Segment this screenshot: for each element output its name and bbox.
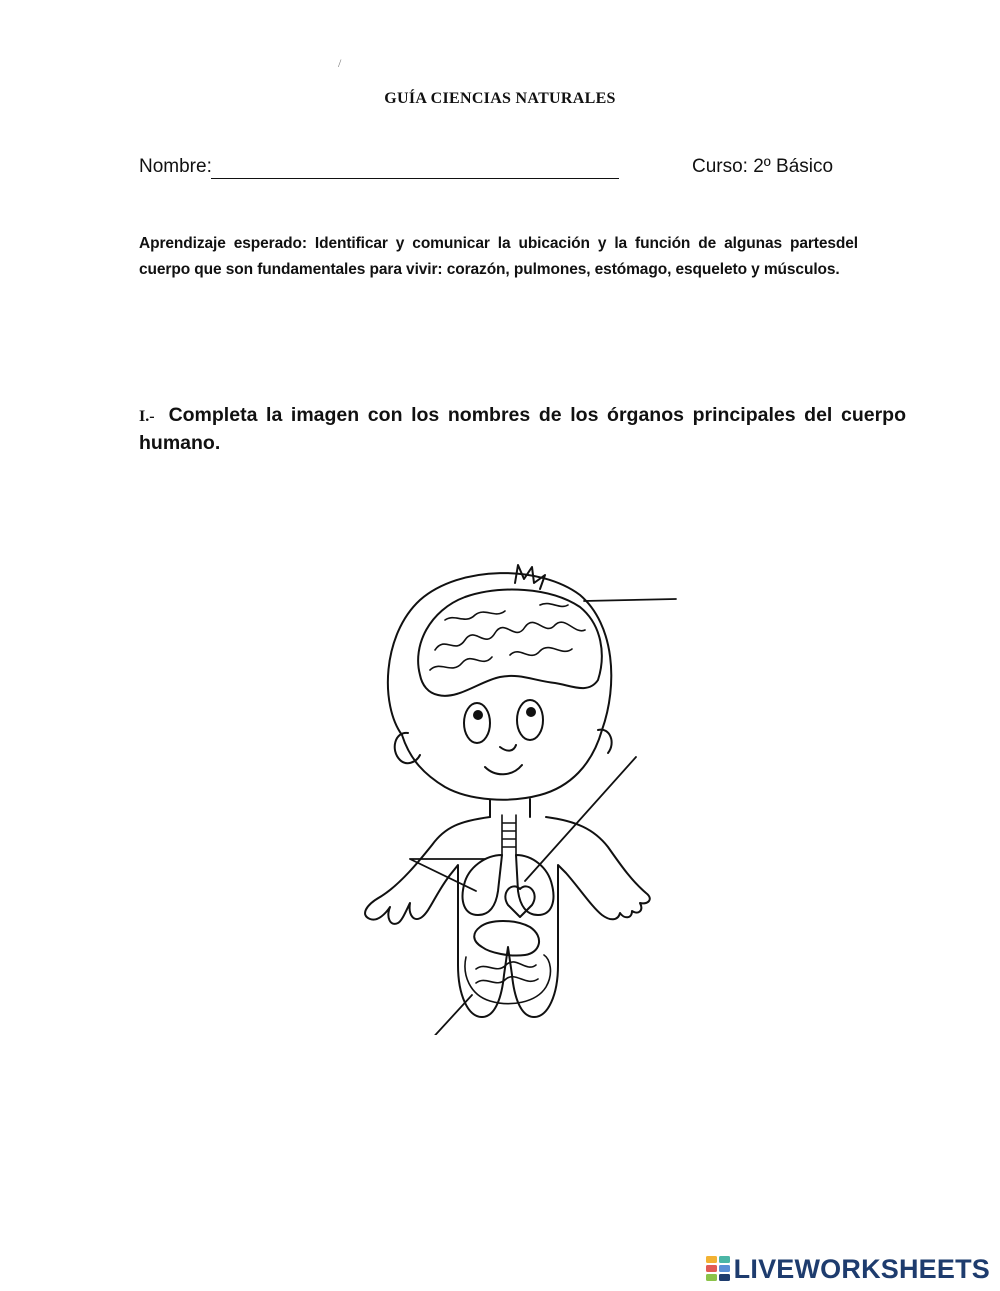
brain-folds: [430, 604, 585, 670]
brain-outline: [418, 590, 602, 696]
child-body-organs-icon: [340, 555, 680, 1035]
learning-objective: Aprendizaje esperado: Identificar y comunicar la ubicación y la función de algunas partesdel cuerpo que son fundamentales para vivir: corazón, pulmones, estómago, esqueleto y músculos.: [139, 235, 858, 278]
right-pupil: [527, 708, 535, 716]
page-title: GUÍA CIENCIAS NATURALES: [384, 90, 616, 107]
name-blank-line[interactable]: [211, 178, 619, 179]
course-label: Curso: 2º Básico: [692, 156, 834, 177]
liveworksheets-logo-icon: [706, 1256, 730, 1282]
mouth: [485, 765, 522, 774]
body-figure: [340, 555, 680, 1040]
left-lung: [463, 855, 502, 915]
page-mark: /: [338, 56, 342, 70]
right-lung: [516, 855, 553, 915]
trachea: [502, 815, 516, 855]
left-pupil: [474, 711, 482, 719]
name-field-row: [139, 156, 212, 178]
name-label: Nombre:: [139, 156, 212, 177]
label-line-intestines: [428, 995, 472, 1035]
question-text: Completa la imagen con los nombres de los órganos principales del cuerpo humano.: [139, 404, 906, 454]
label-line-brain: [584, 599, 676, 601]
nose: [500, 745, 516, 751]
brand-footer[interactable]: [706, 1252, 990, 1286]
label-line-lung: [410, 859, 485, 891]
question-number: I.-: [139, 408, 155, 425]
left-eye: [464, 703, 490, 743]
question-1: [139, 402, 906, 456]
right-eye: [517, 700, 543, 740]
head-outline: [388, 573, 611, 800]
neck: [490, 799, 530, 817]
intestines: [465, 955, 550, 1004]
brand-name: LIVEWORKSHEETS: [733, 1253, 990, 1284]
